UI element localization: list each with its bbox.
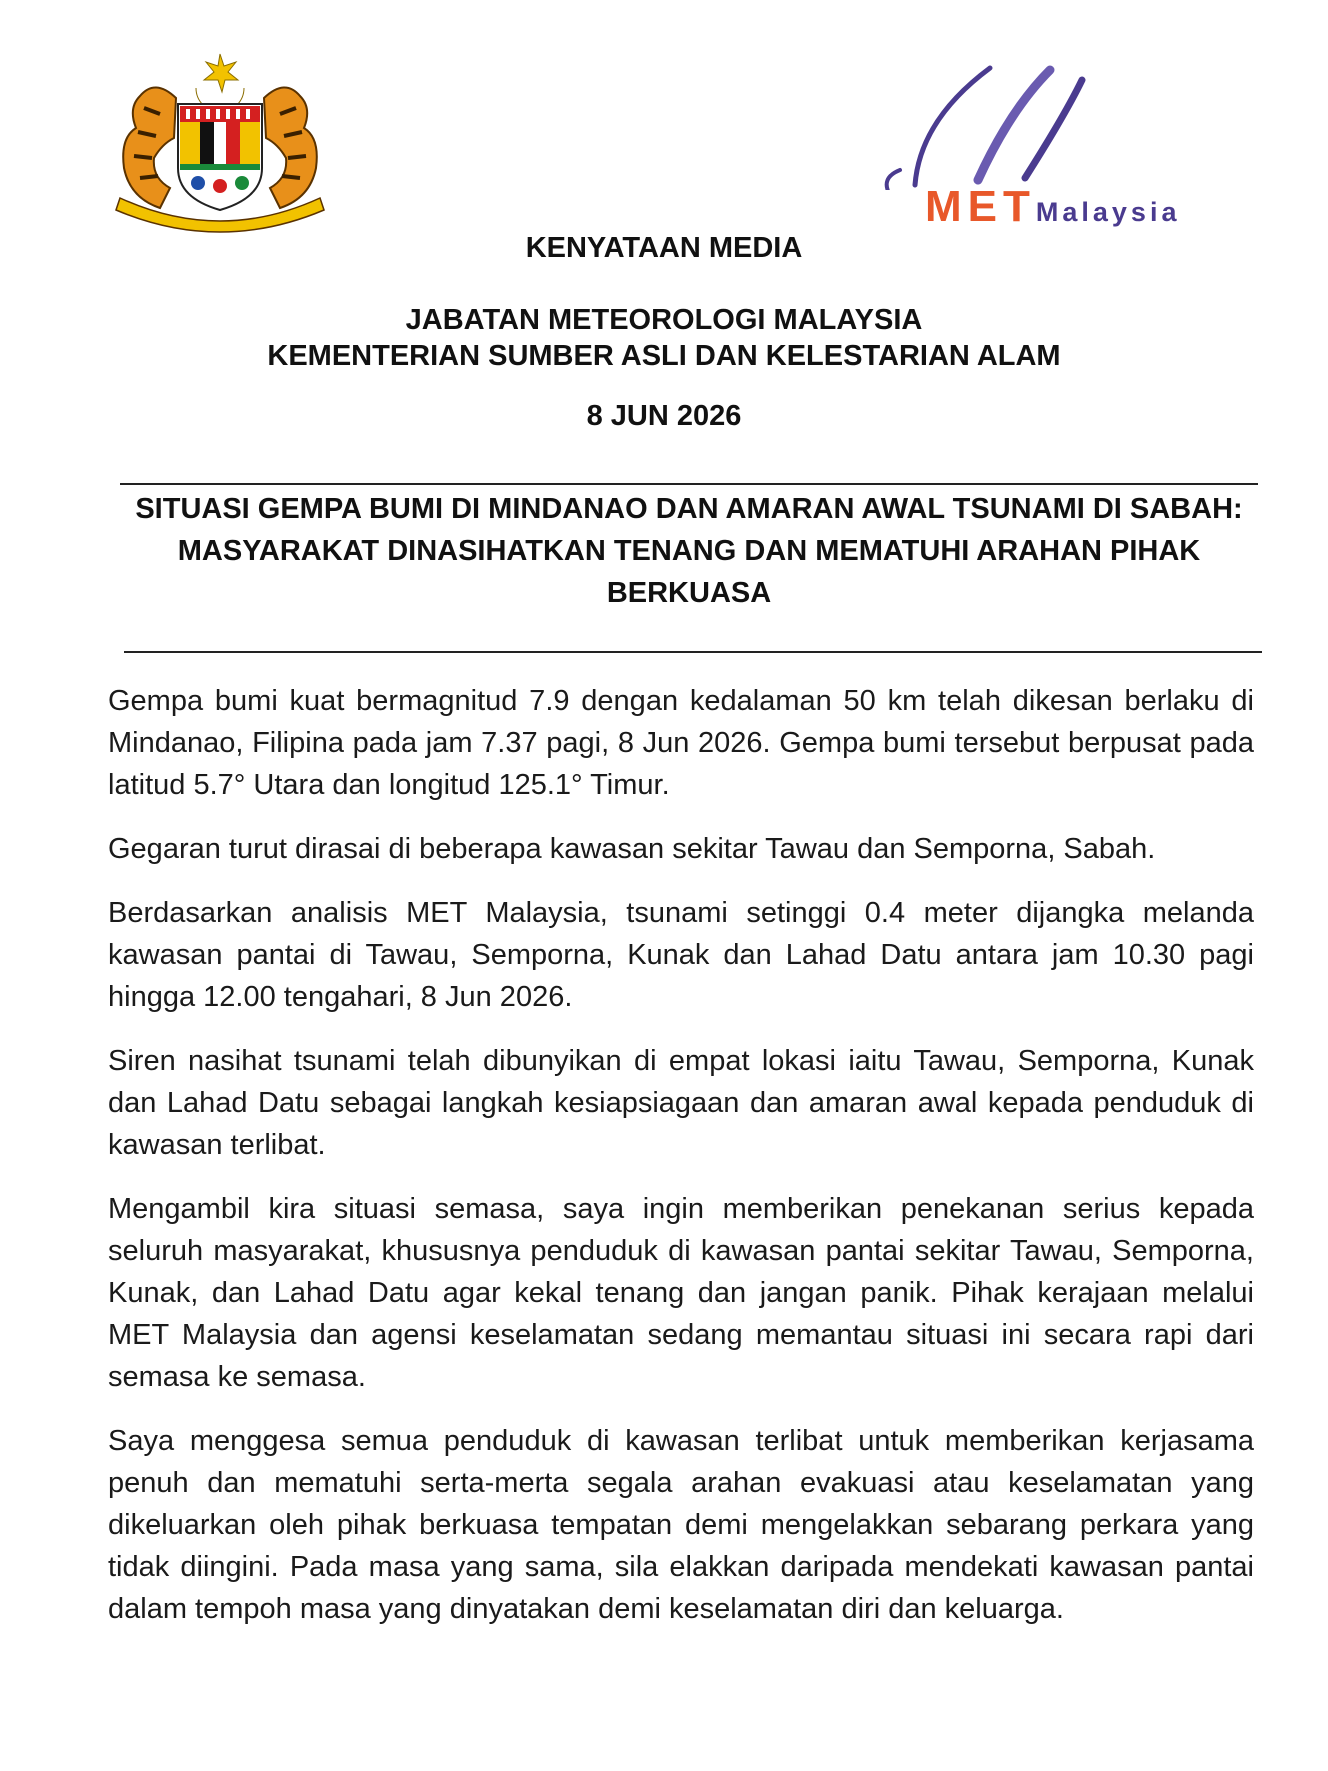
malaysia-coat-of-arms-icon <box>100 48 340 238</box>
met-swoosh-icon <box>860 60 1220 190</box>
paragraph: Gempa bumi kuat bermagnitud 7.9 dengan kedalaman 50 km telah dikesan berlaku di Mindanao, Filipina pada jam 7.37 pagi, 8 Jun 2026. Gempa bumi tersebut berpusat pada latitud 5.7° Utara dan longitud 125.1° Timur. <box>108 685 1254 801</box>
statement-heading: KENYATAAN MEDIA <box>525 232 803 264</box>
body-text <box>108 680 1254 1652</box>
paragraph: Siren nasihat tsunami telah dibunyikan di empat lokasi iaitu Tawau, Semporna, Kunak dan Lahad Datu sebagai langkah kesiapsiagaan dan amaran awal kepada penduduk di kawasan terlibat. <box>108 1045 1254 1161</box>
top-divider <box>120 483 1258 485</box>
department-heading: JABATAN METEOROLOGI MALAYSIA <box>405 304 923 336</box>
left-tiger-icon <box>123 87 176 208</box>
bottom-divider <box>124 651 1262 653</box>
paragraph: Gegaran turut dirasai di beberapa kawasan sekitar Tawau dan Semporna, Sabah. <box>108 833 1156 865</box>
ministry-heading: KEMENTERIAN SUMBER ASLI DAN KELESTARIAN ALAM <box>267 340 1061 372</box>
date-heading: 8 JUN 2026 <box>586 400 742 432</box>
paragraph: Saya menggesa semua penduduk di kawasan terlibat untuk memberikan kerjasama penuh dan mematuhi serta-merta segala arahan evakuasi atau keselamatan yang dikeluarkan oleh pihak berkuasa tempatan demi mengelakkan sebarang perkara yang tidak diingini. Pada masa yang sama, sila elakkan daripada mendekati kawasan pantai dalam tempoh masa yang dinyatakan demi keselamatan diri dan keluarga. <box>108 1425 1254 1625</box>
met-wordmark <box>925 182 1180 232</box>
malaysia-text: Malaysia <box>1035 197 1181 227</box>
paragraph: Mengambil kira situasi semasa, saya ingin memberikan penekanan serius kepada seluruh masyarakat, khususnya penduduk di kawasan pantai sekitar Tawau, Semporna, Kunak, dan Lahad Datu agar kekal tenang dan jangan panik. Pihak kerajaan melalui MET Malaysia dan agensi keselamatan sedang memantau situasi ini secara rapi dari semasa ke semasa. <box>108 1193 1254 1393</box>
met-text: MET <box>925 182 1036 231</box>
paragraph: Berdasarkan analisis MET Malaysia, tsunami setinggi 0.4 meter dijangka melanda kawasan pantai di Tawau, Semporna, Kunak dan Lahad Datu antara jam 10.30 pagi hingga 12.00 tengahari, 8 Jun 2026. <box>108 897 1254 1013</box>
met-malaysia-logo <box>860 60 1220 230</box>
subject-title: SITUASI GEMPA BUMI DI MINDANAO DAN AMARAN AWAL TSUNAMI DI SABAH: MASYARAKAT DINASIHATKAN TENANG DAN MEMATUHI ARAHAN PIHAK BERKUASA <box>135 493 1243 609</box>
right-tiger-icon <box>264 87 317 208</box>
shield-icon <box>178 104 262 210</box>
